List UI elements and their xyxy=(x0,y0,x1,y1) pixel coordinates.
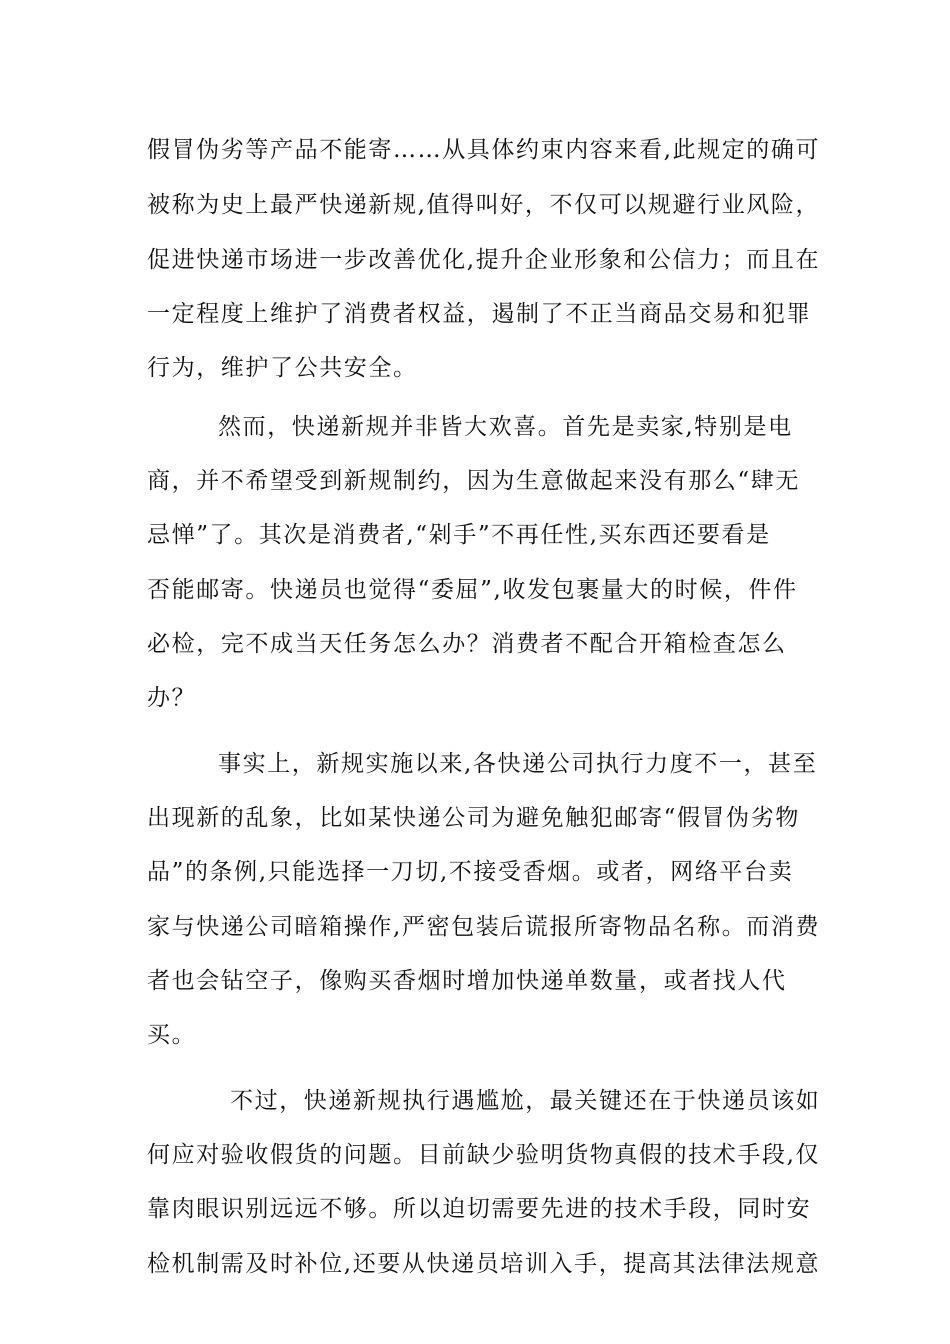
text-line: 买。 xyxy=(147,1022,197,1048)
text-line: 何应对验收假货的问题。目前缺少验明货物真假的技术手段,仅 xyxy=(147,1142,821,1168)
text-line: 检机制需及时补位,还要从快递员培训入手，提高其法律法规意 xyxy=(147,1251,821,1277)
text-line: 否能邮寄。快递员也觉得“委屈”,收发包裹量大的时候，件件 xyxy=(147,577,798,603)
text-line: 品”的条例,只能选择一刀切,不接受香烟。或者，网络平台卖 xyxy=(147,859,794,885)
text-line: 忌惮”了。其次是消费者,“剁手”不再任性,买东西还要看是 xyxy=(147,522,771,548)
text-line: 靠肉眼识别远远不够。所以迫切需要先进的技术手段，同时安 xyxy=(147,1196,812,1222)
text-line: 者也会钻空子，像购买香烟时增加快递单数量，或者找人代 xyxy=(147,968,787,994)
text-line: 出现新的乱象，比如某快递公司为避免触犯邮寄“假冒伪劣物 xyxy=(147,805,800,831)
text-line: 然而，快递新规并非皆大欢喜。首先是卖家,特别是电 xyxy=(218,414,793,440)
text-line: 不过，快递新规执行遇尴尬，最关键还在于快递员该如 xyxy=(230,1088,821,1114)
text-line: 行为，维护了公共安全。 xyxy=(147,355,418,381)
text-line: 办？ xyxy=(147,685,197,711)
text-line: 家与快递公司暗箱操作,严密包装后谎报所寄物品名称。而消费 xyxy=(147,914,821,940)
text-line: 促进快递市场进一步改善优化,提升企业形象和公信力；而且在 xyxy=(147,247,821,273)
text-line: 必检，完不成当天任务怎么办？消费者不配合开箱检查怎么 xyxy=(147,631,787,657)
text-line: 被称为史上最严快递新规,值得叫好，不仅可以规避行业风险， xyxy=(147,192,821,218)
text-line: 商，并不希望受到新规制约，因为生意做起来没有那么“肆无 xyxy=(147,468,800,494)
text-line: 假冒伪劣等产品不能寄……从具体约束内容来看,此规定的确可 xyxy=(147,137,821,163)
text-line: 事实上，新规实施以来,各快递公司执行力度不一，甚至 xyxy=(218,751,818,777)
text-line: 一定程度上维护了消费者权益，遏制了不正当商品交易和犯罪 xyxy=(147,301,812,327)
